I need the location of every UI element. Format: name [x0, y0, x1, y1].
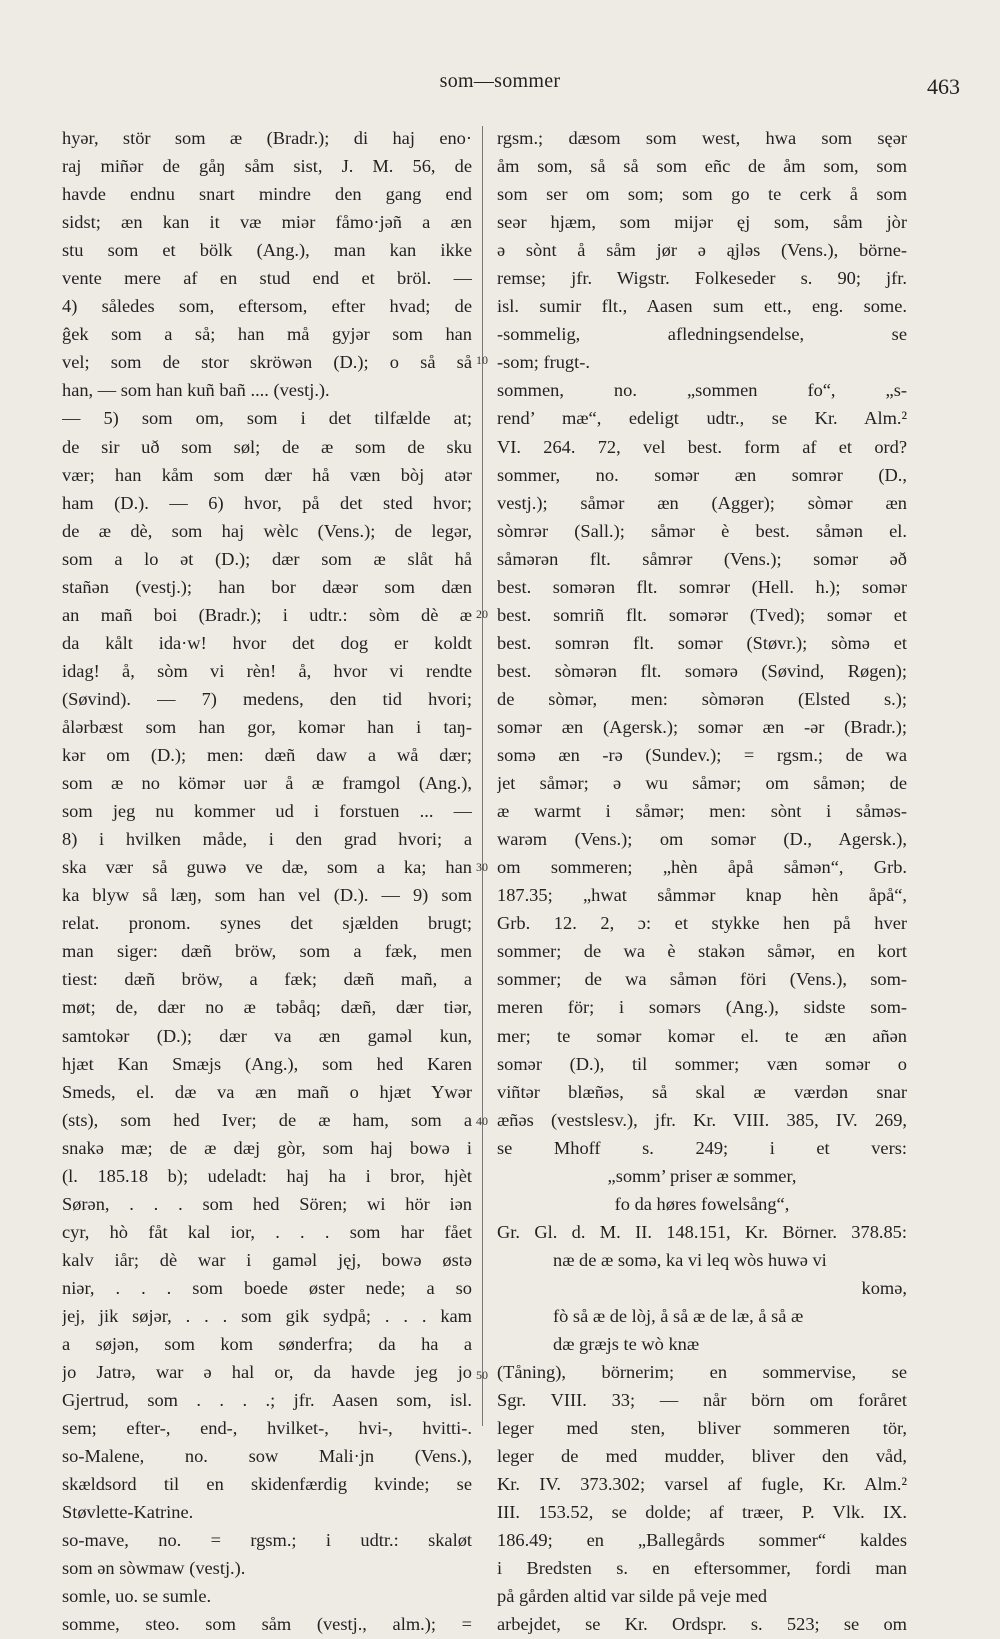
text-line: han, — som han kuñ bañ .... (vestj.). — [62, 380, 330, 401]
text-line: mer; te somər komər el. te æn añən — [497, 1025, 907, 1046]
right-text-column — [497, 124, 907, 1639]
text-line: ålərbæst som han gor, komər han i taŋ- — [62, 716, 472, 737]
line-number-marker: 40 — [476, 1114, 488, 1128]
text-line: somle, uo. se sumle. — [62, 1586, 212, 1607]
line-number-marker: 20 — [476, 607, 488, 621]
text-line: „somm’ priser æ sommer, — [607, 1165, 797, 1186]
text-line: somər æn (Agersk.); somər æn -ər (Bradr.); — [497, 716, 907, 737]
text-line: Grb. 12. 2, ɔ: et stykke hen på hver — [497, 913, 907, 934]
column-divider — [482, 126, 483, 1426]
text-line: rgsm.; dæsom som west, hwa som sęər — [497, 128, 907, 148]
text-line: so-mave, no. = rgsm.; i udtr.: skaløt — [62, 1530, 472, 1551]
text-line: — 5) som om, som i det tilfælde at; — [62, 408, 472, 429]
text-line: stu som et bölk (Ang.), man kan ikke — [62, 240, 472, 261]
text-line: Sgr. VIII. 33; — når börn om foråret — [497, 1390, 907, 1411]
text-line: ĝek som a så; han må gyjər som han — [62, 324, 472, 345]
text-line: so-Malene, no. sow Mali·jn (Vens.), — [62, 1446, 472, 1467]
text-line: Støvlette-Katrine. — [62, 1502, 194, 1523]
text-line: somə æn -rə (Sundev.); = rgsm.; de wa — [497, 745, 907, 766]
text-line: æ warmt i såmər; men: sònt i såməs- — [497, 801, 907, 822]
text-line: havde endnu snart mindre den gang end — [62, 184, 472, 205]
text-line: de sir uð som søl; de æ som de sku — [62, 436, 472, 457]
text-line: de sòmər, men: sòmərən (Elsted s.); — [497, 688, 907, 709]
text-line: sem; efter-, end-, hvilket-, hvi-, hvitti-. — [62, 1418, 472, 1439]
text-line: III. 153.52, se dolde; af træer, P. Vlk. IX. — [497, 1502, 907, 1523]
text-line: på gården altid var silde på veje med — [497, 1586, 768, 1607]
text-line: om sommeren; „hèn åpå såmən“, Grb. — [497, 857, 907, 878]
text-line: komə, — [861, 1277, 907, 1298]
text-line: best. somriñ flt. somərər (Tved); somər et — [497, 604, 907, 625]
text-line: æñəs (vestslesv.), jfr. Kr. VIII. 385, IV. 269, — [497, 1109, 907, 1130]
text-line: (l. 185.18 b); udeladt: haj ha i bror, hjèt — [62, 1165, 472, 1186]
text-line: sommer; de wa såmən föri (Vens.), som- — [497, 969, 907, 990]
text-line: vær; han kåm som dær hå væn bòj atər — [62, 464, 472, 485]
text-line: seər hjæm, som mijər ęj som, såm jòr — [497, 212, 907, 233]
text-line: (Tåning), börnerim; en sommervise, se — [497, 1362, 907, 1383]
text-line: ska vær så guwə ve dæ, som a ka; han — [62, 857, 472, 878]
text-line: arbejdet, se Kr. Ordspr. s. 523; se om — [497, 1614, 907, 1635]
line-number-marker: 50 — [476, 1368, 488, 1382]
text-line: ham (D.). — 6) hvor, på det sted hvor; — [62, 492, 472, 513]
text-line: meren för; i somərs (Ang.), sidste som- — [497, 997, 907, 1018]
text-line: jo Jatrə, war ə hal or, da havde jeg jo — [62, 1362, 472, 1383]
text-line: som jeg nu kommer ud i forstuen ... — — [62, 801, 472, 822]
text-line: ka blyw så læŋ, som han vel (D.). — 9) som — [62, 885, 472, 906]
text-line: somər (D.), til sommer; væn somər o — [497, 1053, 907, 1074]
text-line: 4) således som, eftersom, efter hvad; de — [62, 296, 472, 317]
text-line: Kr. IV. 373.302; varsel af fugle, Kr. Alm.² — [497, 1474, 907, 1495]
text-line: cyr, hò fåt kal ior, . . . som har fået — [62, 1221, 472, 1242]
text-line: som a lo ət (D.); dær som æ slåt hå — [62, 548, 472, 569]
text-line: leger de med mudder, bliver den våd, — [497, 1446, 907, 1467]
text-line: somme, steo. som såm (vestj., alm.); = — [62, 1614, 472, 1635]
text-line: åm som, så så som eñc de åm som, som — [497, 156, 907, 177]
text-line: -sommelig, afledningsendelse, se — [497, 324, 907, 345]
text-line: Gjertrud, som . . . .; jfr. Aasen som, isl. — [62, 1390, 472, 1411]
text-line: se Mhoff s. 249; i et vers: — [497, 1137, 907, 1158]
text-line: an mañ boi (Bradr.); i udtr.: sòm dè æ — [62, 604, 472, 625]
text-line: hyər, stör som æ (Bradr.); di haj eno· — [62, 128, 472, 148]
text-line: dæ græjs te wò knæ — [553, 1334, 700, 1355]
text-line: -som; frugt-. — [497, 352, 590, 373]
text-line: 187.35; „hwat såmmər knap hèn åpå“, — [497, 885, 907, 906]
text-line: warəm (Vens.); om somər (D., Agersk.), — [497, 829, 907, 850]
text-line: VI. 264. 72, vel best. form af et ord? — [497, 436, 907, 457]
text-line: 186.49; en „Ballegårds sommer“ kaldes — [497, 1530, 907, 1551]
text-line: skældsord til en skidenfærdig kvinde; se — [62, 1474, 472, 1495]
text-line: vestj.); såmər æn (Agger); sòmər æn — [497, 492, 907, 513]
text-line: best. somərən flt. somrər (Hell. h.); somər — [497, 576, 907, 597]
text-line: Sørən, . . . som hed Sören; wi hör iən — [62, 1193, 472, 1214]
text-line: i Bredsten s. en eftersommer, fordi man — [497, 1558, 907, 1579]
text-line: sommer, no. somər æn somrər (D., — [497, 464, 907, 485]
text-line: jet såmər; ə wu såmər; om såmən; de — [497, 773, 907, 794]
text-line: sòmrər (Sall.); såmər è best. såmən el. — [497, 520, 907, 541]
text-line: vente mere af en stud end et bröl. — — [62, 268, 472, 289]
text-line: Gr. Gl. d. M. II. 148.151, Kr. Börner. 378.85: — [497, 1221, 907, 1242]
text-line: 8) i hvilken måde, i den grad hvori; a — [62, 829, 472, 850]
page-header — [60, 70, 960, 100]
text-line: idag! å, sòm vi rèn! å, hvor vi rendte — [62, 660, 472, 681]
text-line: fò så æ de lòj, å så æ de læ, å så æ — [553, 1305, 804, 1326]
text-line: leger med sten, bliver sommeren tör, — [497, 1418, 907, 1439]
text-line: næ de æ somə, ka vi leq wòs huwə vi — [553, 1249, 827, 1270]
text-line: sommen, no. „sommen fo“, „s- — [497, 380, 907, 401]
text-line: relat. pronom. synes det sjælden brugt; — [62, 913, 472, 934]
line-number-marker: 10 — [476, 353, 488, 367]
text-line: jej, jik søjər, . . . som gik sydpå; . . . kam — [62, 1305, 472, 1326]
text-line: ə sònt å såm jør ə ąjləs (Vens.), börne- — [497, 240, 907, 261]
text-line: møt; de, dær no æ təbåq; dæñ, dær tiər, — [62, 997, 472, 1018]
text-line: isl. sumir flt., Aasen sum ett., eng. some. — [497, 296, 907, 317]
text-line: samtokər (D.); dær va æn gaməl kun, — [62, 1025, 472, 1046]
text-line: sidst; æn kan it væ miər fåmo·jəñ a æn — [62, 212, 472, 233]
text-line: man siger: dæñ bröw, som a fæk, men — [62, 941, 472, 962]
text-line: da kålt ida·w! hvor det dog er koldt — [62, 632, 472, 653]
running-headword: som—sommer — [439, 70, 561, 92]
text-line: snakə mæ; de æ dæj gòr, som haj bowə i — [62, 1137, 472, 1158]
text-line: sommer; de wa è stakən såmər, en kort — [497, 941, 907, 962]
text-line: (Søvind). — 7) medens, den tid hvori; — [62, 688, 472, 709]
text-line: hjæt Kan Smæjs (Ang.), som hed Karen — [62, 1053, 472, 1074]
text-line: Smeds, el. dæ va æn mañ o hjæt Ywər — [62, 1081, 472, 1102]
text-line: de æ dè, som haj wèlc (Vens.); de legər, — [62, 520, 472, 541]
text-line: kalv iår; dè war i gaməl jęj, bowə østə — [62, 1249, 472, 1270]
text-line: stañən (vestj.); han bor dæər som dæn — [62, 576, 472, 597]
text-line: raj miñər de gåŋ såm sist, J. M. 56, de — [62, 156, 472, 177]
line-number-marker: 30 — [476, 860, 488, 874]
text-line: best. somrən flt. somər (Støvr.); sòmə et — [497, 632, 907, 653]
text-line: niər, . . . som boede øster nede; a so — [62, 1277, 472, 1298]
text-line: fo da høres fowelsång“, — [614, 1193, 790, 1214]
text-line: som ser om som; som go te cerk å som — [497, 184, 907, 205]
text-line: rend’ mæ“, edeligt udtr., se Kr. Alm.² — [497, 408, 907, 429]
text-line: vel; som de stor skröwən (D.); o så så — [62, 352, 472, 373]
page-number: 463 — [927, 74, 960, 99]
left-text-column — [62, 124, 472, 1639]
text-line: remse; jfr. Wigstr. Folkeseder s. 90; jfr. — [497, 268, 907, 289]
text-line: (sts), som hed Iver; de æ ham, som a — [62, 1109, 472, 1130]
text-line: som æ no kömər uər å æ framgol (Ang.), — [62, 773, 472, 794]
text-line: tiest: dæñ bröw, a fæk; dæñ mañ, a — [62, 969, 472, 990]
text-line: viñtər blæñəs, så skal æ værdən snar — [497, 1081, 907, 1102]
text-line: best. sòmərən flt. somərə (Søvind, Røgen); — [497, 660, 907, 681]
text-line: som ən sòwmaw (vestj.). — [62, 1558, 246, 1579]
text-line: såmərən flt. såmrər (Vens.); somər əð — [497, 548, 907, 569]
text-line: kər om (D.); men: dæñ daw a wå dær; — [62, 745, 472, 766]
text-line: a søjən, som kom sønderfra; da ha a — [62, 1334, 472, 1355]
